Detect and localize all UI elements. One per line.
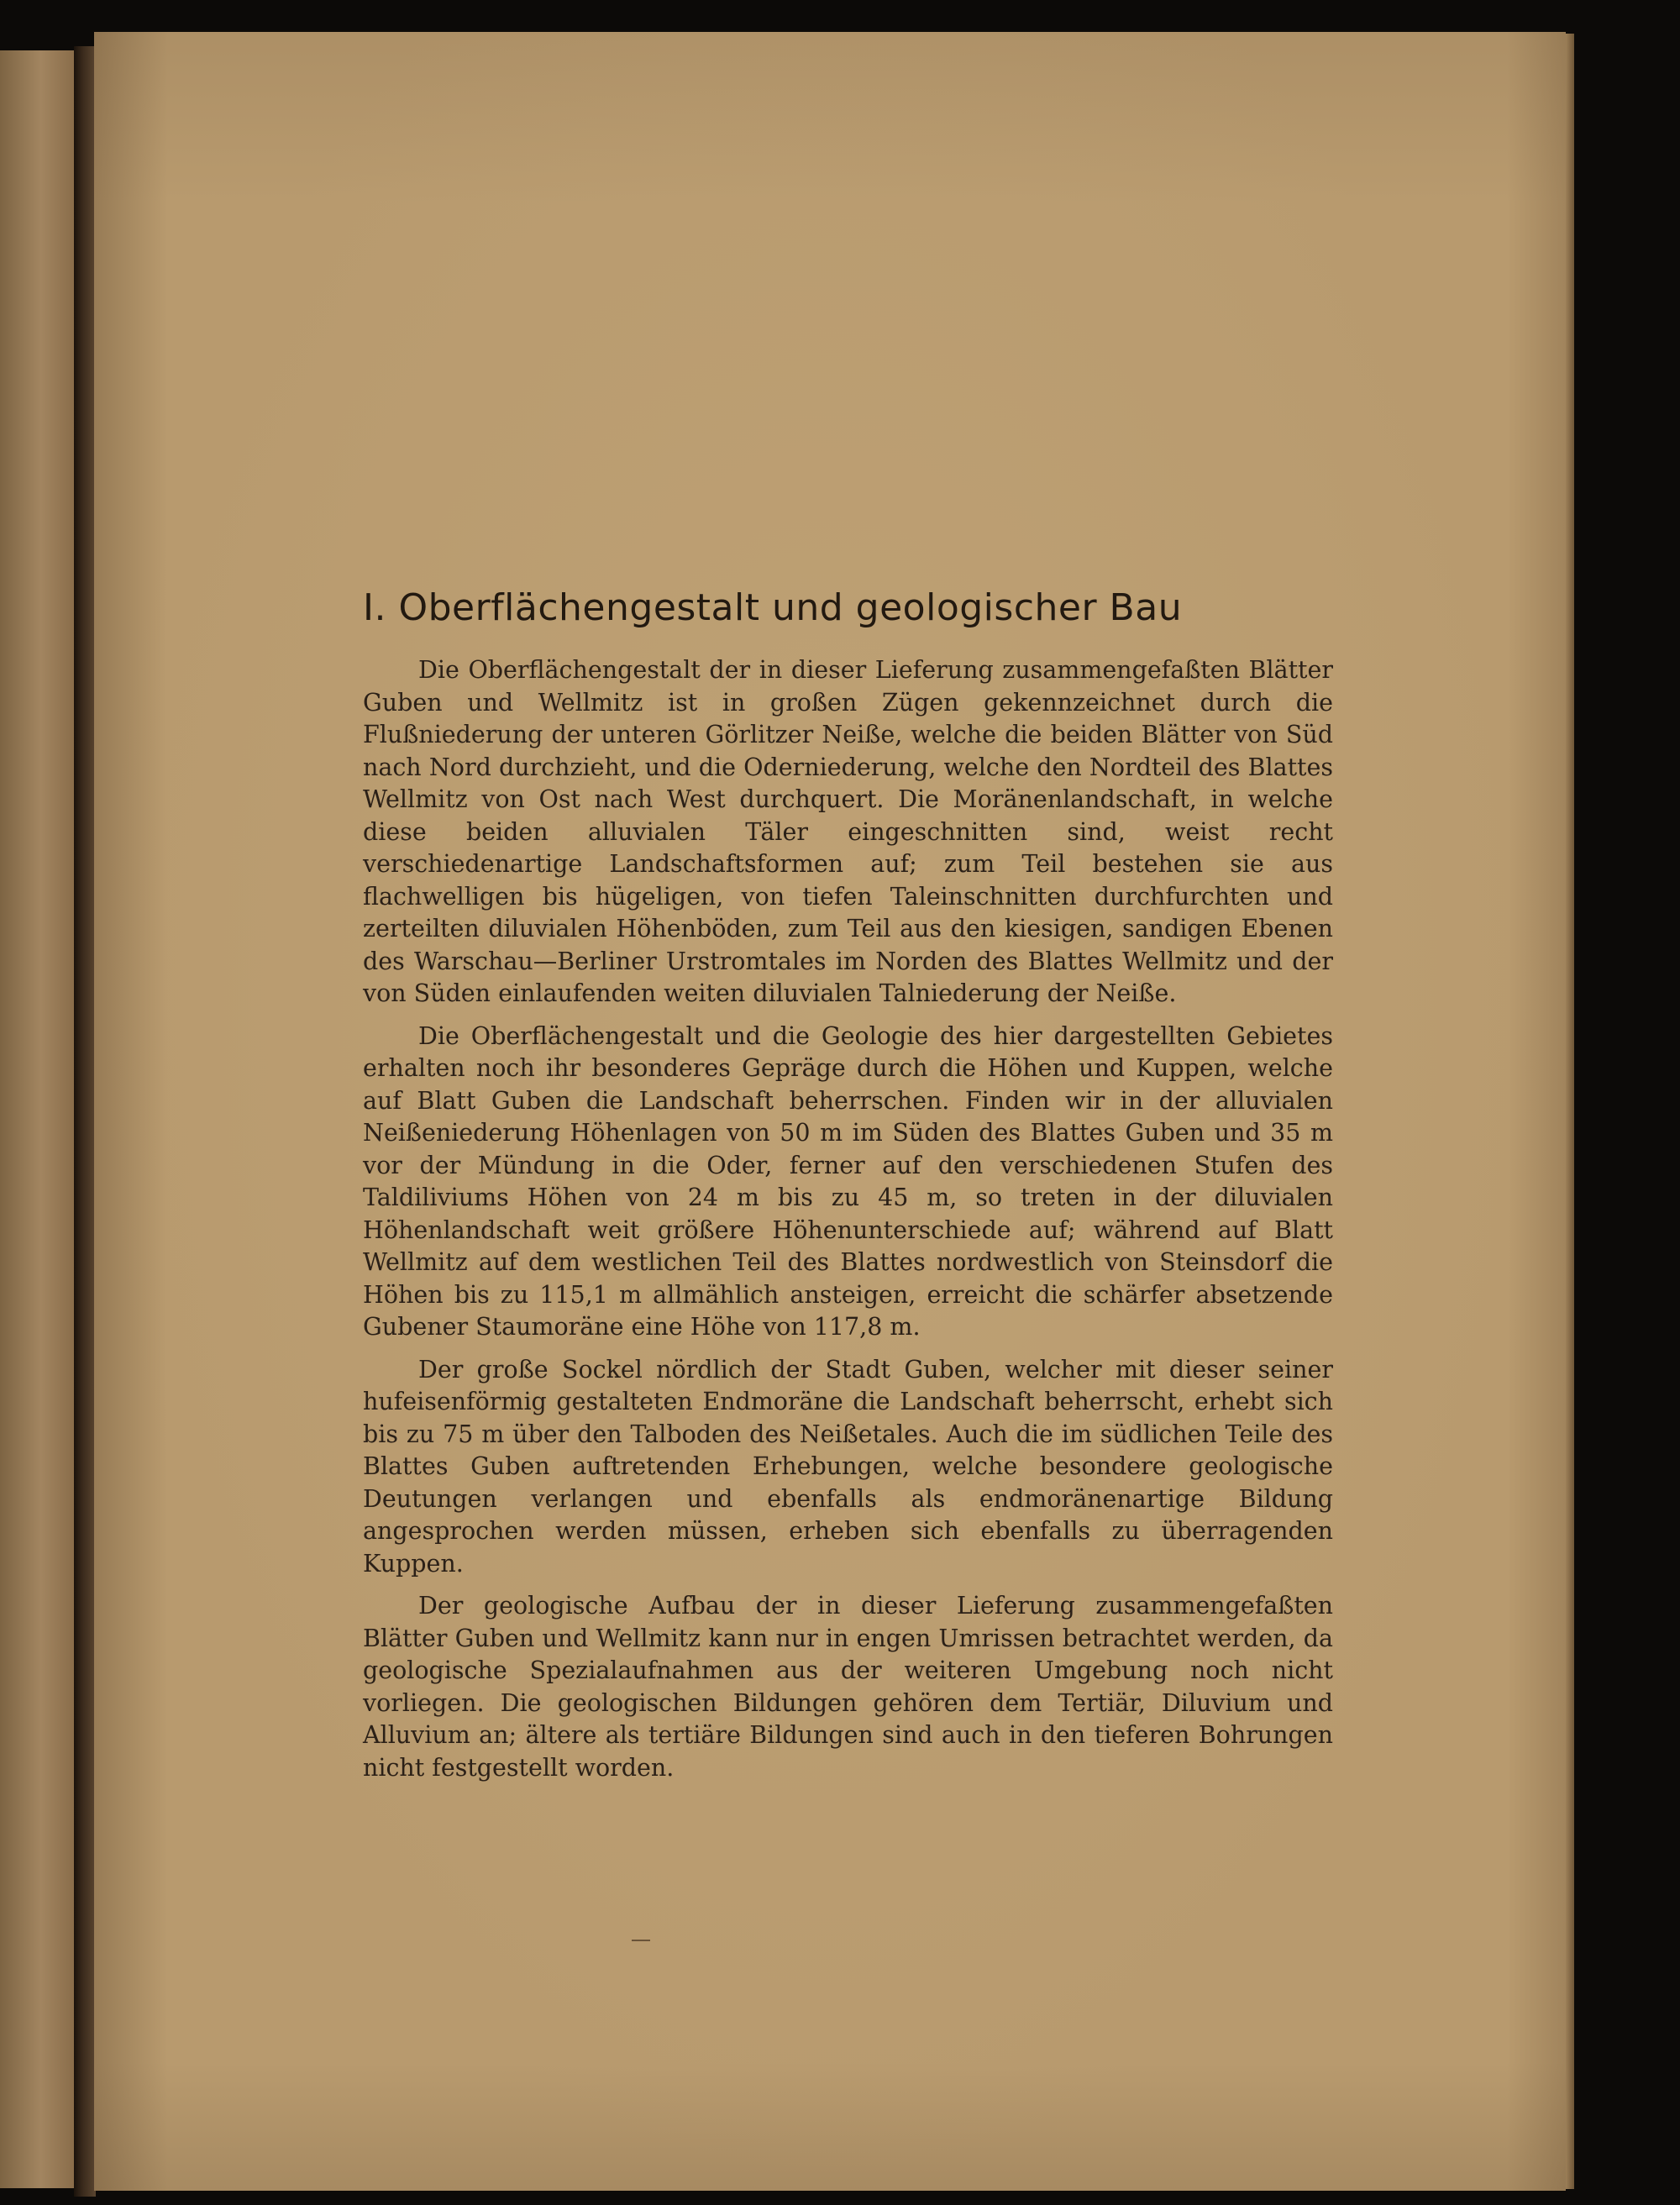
paragraph-4: Der geologische Aufbau der in dieser Lieferung zusammengefaßten Blätter Guben und Wellmitz kann nur in engen Umrissen betrachtet werden, da geologische Spezialaufnahmen aus der weiteren Umgebung noch nicht vorliegen. Die geologischen Bildungen gehören dem Tertiär, Diluvium und Alluvium an; ältere als tertiäre Bildungen sind auch in den tieferen Bohrungen nicht festgestellt worden. (363, 1592, 1333, 1782)
book-gutter (74, 46, 96, 2197)
chapter-heading: I. Oberflächengestalt und geologischer Bau (363, 586, 1183, 629)
printed-dash-mark (632, 1940, 650, 1941)
left-page-edge (0, 50, 74, 2188)
right-page-edge (1566, 34, 1574, 2189)
paragraph-1: Die Oberflächengestalt der in dieser Lieferung zusammengefaßten Blätter Guben und Wellmitz ist in großen Zügen gekennzeichnet durch die Flußniederung der unteren Görlitzer Neiße, welche die beiden Blätter von Süd nach Nord durchzieht, und die Oderniederung, welche den Nordteil des Blattes Wellmitz von Ost nach West durchquert. Die Moränenlandschaft, in welche diese beiden alluvialen Täler eingeschnitten sind, weist recht verschiedenartige Landschaftsformen auf; zum Teil bestehen sie aus flachwelligen bis hügeligen, von tiefen Taleinschnitten durchfurchten und zerteilten diluvialen Höhenböden, zum Teil aus den kiesigen, sandigen Ebenen des Warschau—Berliner Urstromtales im Norden des Blattes Wellmitz und der von Süden einlaufenden weiten diluvialen Talniederung der Neiße. (363, 656, 1333, 1007)
page-content (363, 586, 1333, 1794)
paragraph-2: Die Oberflächengestalt und die Geologie des hier dargestellten Gebietes erhalten noch ihr besonderes Gepräge durch die Höhen und Kuppen, welche auf Blatt Guben die Landschaft beherrschen. Finden wir in der alluvialen Neißeniederung Höhenlagen von 50 m im Süden des Blattes Guben und 35 m vor der Mündung in die Oder, ferner auf den verschiedenen Stufen des Taldiliviums Höhen von 24 m bis zu 45 m, so treten in der diluvialen Höhenlandschaft weit größere Höhenunterschiede auf; während auf Blatt Wellmitz auf dem westlichen Teil des Blattes nordwestlich von Steinsdorf die Höhen bis zu 115,1 m allmählich ansteigen, erreicht die schärfer absetzende Gubener Staumoräne eine Höhe von 117,8 m. (363, 1021, 1333, 1341)
paragraph-3: Der große Sockel nördlich der Stadt Guben, welcher mit dieser seiner hufeisenförmig gestalteten Endmoräne die Landschaft beherrscht, erhebt sich bis zu 75 m über den Talboden des Neißetales. Auch die im südlichen Teile des Blattes Guben auftretenden Erhebungen, welche besondere geologische Deutungen verlangen und ebenfalls als endmoränenartige Bildung angesprochen werden müssen, erheben sich ebenfalls zu überragenden Kuppen. (363, 1355, 1333, 1578)
